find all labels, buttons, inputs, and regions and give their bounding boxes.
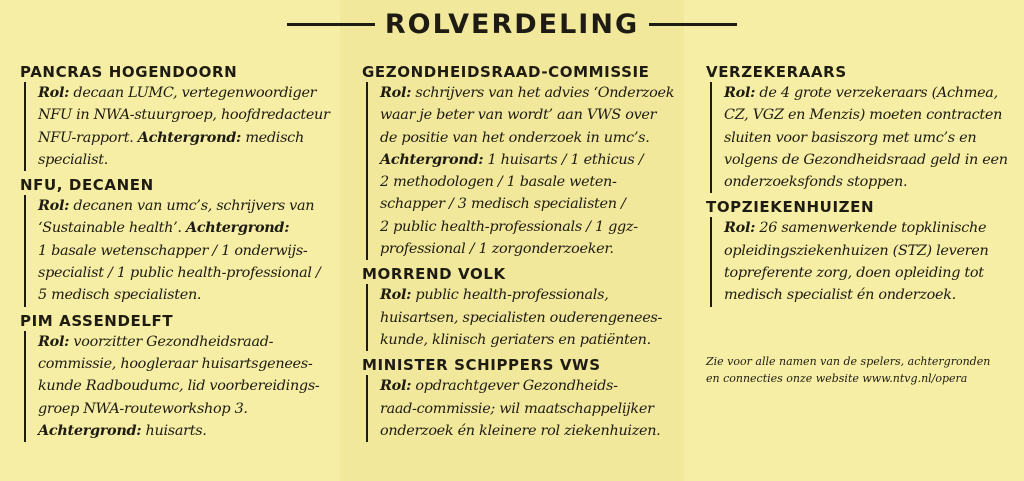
role-entry [20,311,330,442]
text-segment: onderzoek én kleinere rol ziekenhuizen. [380,422,661,439]
entry-heading: MINISTER SCHIPPERS VWS [362,356,601,375]
description-line [38,420,330,442]
text-segment: NFU-rapport. [38,129,138,146]
entry-description [710,82,1006,193]
entry-description [24,195,330,306]
text-segment: huisarts. [141,422,207,439]
entry-heading: MORREND VOLK [362,265,506,284]
text-segment: professional / 1 zorgonderzoeker. [380,241,614,258]
column-left [20,62,330,446]
text-segment: medisch [241,129,304,146]
description-line [38,353,330,375]
footnote [706,353,1006,387]
role-entry [20,175,330,306]
description-line [380,238,674,260]
description-line [380,307,674,329]
text-segment: 5 medisch specialisten. [38,287,202,304]
role-entry [362,355,674,442]
bold-label: Rol: [38,197,70,215]
text-segment: de positie van het onderzoek in umc’s. [380,129,650,146]
bold-label: Rol: [380,84,412,101]
bold-label: Rol: [380,286,412,304]
entry-description [366,82,674,260]
description-line [380,216,674,238]
bold-label: Achtergrond: [380,150,484,168]
description-line [380,398,674,420]
description-line [38,149,330,171]
text-segment: huisartsen, specialisten ouderengenees- [380,309,663,326]
bold-label: Rol: [380,377,412,395]
text-segment: onderzoeksfonds stoppen. [724,174,908,191]
entry-description [24,331,330,442]
description-line [724,217,1006,239]
entry-heading: TOPZIEKENHUIZEN [706,198,875,217]
bold-label: Achtergrond: [185,219,290,237]
text-segment: opdrachtgever Gezondheids- [411,378,618,395]
text-segment: ‘Sustainable health’. [38,220,186,237]
entry-description [710,217,1006,306]
column-right [706,62,1006,311]
bold-label: Rol: [38,84,70,101]
entry-description [366,375,674,442]
description-line [380,193,674,215]
description-line [724,149,1006,171]
text-segment: schapper / 3 medisch specialisten / [380,196,626,213]
role-entry [706,62,1006,193]
text-segment: 2 public health-professionals / 1 ggz- [380,218,638,235]
description-line [38,104,330,126]
text-segment: topreferente zorg, doen opleiding tot [724,265,984,282]
description-line [724,104,1006,126]
description-line [724,284,1006,306]
description-line [38,331,330,353]
description-line [38,262,330,284]
description-line [38,375,330,397]
description-line [724,262,1006,284]
description-line [38,127,330,149]
text-segment: volgens de Gezondheidsraad geld in een [724,151,1008,168]
text-segment: kunde Radboudumc, lid voorbereidings- [38,378,320,395]
description-line [380,171,674,193]
text-segment: de 4 grote verzekeraars (Achmea, [755,85,998,101]
description-line [724,127,1006,149]
description-line [724,240,1006,262]
description-line [380,127,674,149]
description-line [724,82,1006,104]
text-segment: 26 samenwerkende topklinische [755,220,987,237]
text-segment: public health-professionals, [411,287,609,304]
title-rule-right [649,23,737,26]
description-line [724,171,1006,193]
entry-description [366,284,674,351]
entry-heading: NFU, DECANEN [20,176,154,195]
entry-heading: PANCRAS HOGENDOORN [20,63,238,81]
text-segment: specialist / 1 public health-professional / [38,265,321,282]
role-entry [362,264,674,351]
column-middle [362,62,674,446]
text-segment: 2 methodologen / 1 basale weten- [380,174,617,191]
text-segment: 1 basale wetenschapper / 1 onderwijs- [38,242,308,259]
text-segment: voorzitter Gezondheidsraad- [69,333,274,350]
description-line [38,240,330,262]
entry-heading: VERZEKERAARS [706,63,847,81]
text-segment: NFU in NWA-stuurgroep, hoofdredacteur [38,107,330,124]
text-segment: kunde, klinisch geriaters en patiënten. [380,331,651,348]
page-title: ROLVERDELING [384,8,640,40]
bold-label: Rol: [724,84,756,101]
entry-heading: PIM ASSENDELFT [20,311,174,330]
text-segment: medisch specialist én onderzoek. [724,287,956,304]
text-segment: 1 huisarts / 1 ethicus / [483,151,644,168]
description-line [380,284,674,306]
text-segment: CZ, VGZ en Menzis) moeten contracten [724,107,1003,124]
text-segment: sluiten voor basiszorg met umc’s en [724,129,977,146]
description-line [380,375,674,397]
title-rule-left [287,23,375,26]
description-line [38,398,330,420]
text-segment: waar je beter van wordt’ aan VWS over [380,107,657,124]
bold-label: Achtergrond: [38,421,142,439]
description-line [380,149,674,171]
text-segment: schrijvers van het advies ‘Onderzoek [411,85,675,101]
description-line [380,329,674,351]
title-bar [0,4,1024,44]
description-line [38,195,330,217]
entry-description [24,82,330,171]
role-entry [20,62,330,171]
text-segment: decanen van umc’s, schrijvers van [69,198,315,215]
entry-heading: GEZONDHEIDSRAAD-COMMISSIE [362,63,650,81]
description-line [380,420,674,442]
bold-label: Achtergrond: [137,128,242,146]
footnote-line: en connecties onze website www.ntvg.nl/opera [706,372,968,385]
footnote-line: Zie voor alle namen van de spelers, achtergronden [706,355,991,368]
text-segment: raad-commissie; wil maatschappelijker [380,400,654,417]
description-line [380,82,674,104]
text-segment: groep NWA-routeworkshop 3. [38,400,248,417]
description-line [38,217,330,239]
text-segment: opleidingsziekenhuizen (STZ) leveren [724,242,989,259]
role-entry [706,197,1006,306]
text-segment: specialist. [38,151,109,168]
role-entry [362,62,674,260]
bold-label: Rol: [724,219,756,237]
text-segment: commissie, hoogleraar huisartsgenees- [38,355,313,372]
description-line [38,284,330,306]
bold-label: Rol: [38,332,70,350]
description-line [380,104,674,126]
text-segment: decaan LUMC, vertegenwoordiger [69,85,317,101]
description-line [38,82,330,104]
